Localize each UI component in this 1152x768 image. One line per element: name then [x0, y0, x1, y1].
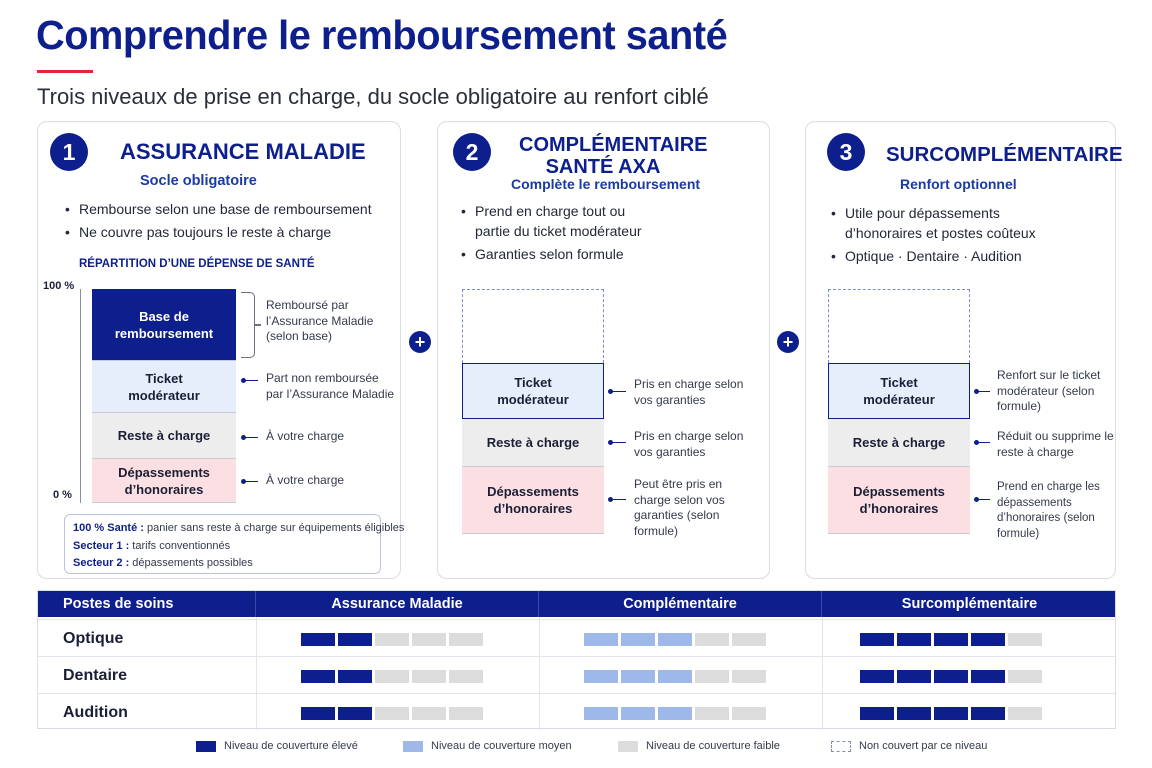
coverage-bar-high	[338, 707, 372, 720]
legend-swatch-low	[618, 741, 638, 752]
connector-dot	[610, 391, 626, 392]
page-subtitle: Trois niveaux de prise en charge, du socle obligatoire au renfort ciblé	[37, 84, 709, 109]
card2-title	[519, 134, 708, 178]
annotation-depassements: À votre charge	[266, 473, 345, 487]
connector-dot	[243, 380, 258, 381]
coverage-bars	[301, 633, 483, 646]
note-key: Secteur 1 :	[73, 539, 130, 552]
segment-ticket-moderateur: Ticket modérateur	[828, 363, 970, 419]
coverage-bar-medium	[621, 707, 655, 720]
coverage-bar-medium	[584, 633, 618, 646]
coverage-bar-high	[301, 633, 335, 646]
coverage-bar-medium	[658, 633, 692, 646]
coverage-bar-high	[860, 707, 894, 720]
uncovered-placeholder	[828, 289, 970, 363]
connector-dot	[976, 499, 990, 500]
coverage-bars	[860, 633, 1042, 646]
axis-bottom-label: 0 %	[53, 489, 72, 501]
bullet-item: • Garanties selon formule	[459, 244, 664, 264]
coverage-bar-high	[934, 707, 968, 720]
table-row	[38, 619, 1115, 656]
connector-dot	[243, 481, 258, 482]
coverage-bar-low	[412, 670, 446, 683]
annotation-reste: À votre charge	[266, 429, 345, 443]
coverage-bar-high	[860, 670, 894, 683]
segment-reste-a-charge: Reste à charge	[92, 413, 236, 459]
segment-ticket-moderateur: Ticket modérateur	[92, 361, 236, 413]
coverage-bar-high	[338, 670, 372, 683]
note-text: tarifs conventionnés	[129, 539, 231, 552]
note-text: panier sans reste à charge sur équipements éligibles	[143, 522, 405, 534]
coverage-table	[37, 590, 1116, 729]
coverage-bar-low	[1008, 707, 1042, 720]
legend-label: Niveau de couverture faible	[646, 740, 780, 752]
coverage-bar-low	[695, 670, 729, 683]
legend-label: Niveau de couverture moyen	[431, 740, 572, 752]
coverage-bar-medium	[658, 670, 692, 683]
title-accent-rule	[37, 70, 93, 73]
row-label: Dentaire	[63, 666, 128, 684]
annotation-depassements: Peut être pris en charge selon vos garanties (selon formule)	[634, 477, 725, 538]
header-assurance-maladie: Assurance Maladie	[256, 591, 539, 617]
segment-depassements: Dépassements d’honoraires	[828, 467, 970, 534]
card2-subtitle: Complète le remboursement	[511, 176, 701, 192]
coverage-bar-low	[449, 633, 483, 646]
card1-title: ASSURANCE MALADIE	[120, 139, 366, 164]
coverage-bar-high	[338, 633, 372, 646]
coverage-bar-low	[375, 707, 409, 720]
step-number-3: 3	[827, 133, 865, 171]
coverage-bar-medium	[584, 707, 618, 720]
legend-medium	[403, 740, 572, 752]
coverage-bar-low	[732, 633, 766, 646]
card2-bullets	[459, 201, 664, 267]
step-number-2: 2	[453, 133, 491, 171]
segment-reste-a-charge: Reste à charge	[828, 419, 970, 467]
connector-dot	[610, 442, 626, 443]
coverage-bar-low	[375, 633, 409, 646]
annotation-ticket: Pris en charge selon vos garanties	[634, 377, 744, 407]
page-title: Comprendre le remboursement santé	[36, 12, 728, 58]
coverage-bars	[860, 707, 1042, 720]
plus-icon: +	[409, 331, 431, 353]
coverage-bar-low	[375, 670, 409, 683]
coverage-bar-high	[897, 707, 931, 720]
segment-reste-a-charge: Reste à charge	[462, 419, 604, 467]
coverage-bar-low	[1008, 633, 1042, 646]
annotation-depassements: Prend en charge les dépassements d’honoraires (selon formule)	[997, 481, 1100, 540]
note-line	[73, 555, 372, 573]
legend-swatch-high	[196, 741, 216, 752]
coverage-bar-low	[1008, 670, 1042, 683]
coverage-bars	[584, 707, 766, 720]
bullet-item: • Optique · Dentaire · Audition	[829, 246, 1089, 266]
coverage-bars	[301, 707, 483, 720]
segment-depassements: Dépassements d’honoraires	[462, 467, 604, 534]
card1-subtitle: Socle obligatoire	[140, 173, 257, 189]
bullet-item: • Ne couvre pas toujours le reste à charge	[63, 222, 393, 242]
repartition-title: RÉPARTITION D’UNE DÉPENSE DE SANTÉ	[79, 258, 315, 270]
bracket-connector	[241, 292, 255, 358]
coverage-bar-high	[301, 707, 335, 720]
coverage-bars	[301, 670, 483, 683]
coverage-bar-high	[934, 670, 968, 683]
coverage-bar-high	[934, 633, 968, 646]
legend-low	[618, 740, 780, 752]
legend-swatch-medium	[403, 741, 423, 752]
coverage-bar-low	[412, 633, 446, 646]
segment-base-remboursement: Base de remboursement	[92, 289, 236, 361]
card1-bullets	[63, 199, 393, 245]
header-complementaire: Complémentaire	[539, 591, 822, 617]
coverage-bars	[584, 633, 766, 646]
table-row	[38, 693, 1115, 730]
coverage-bar-high	[971, 670, 1005, 683]
card2-title-line2: SANTÉ AXA	[545, 156, 661, 178]
legend-label: Niveau de couverture élevé	[224, 740, 358, 752]
coverage-bar-high	[301, 670, 335, 683]
card3-subtitle: Renfort optionnel	[900, 176, 1017, 192]
legend-not-covered	[831, 740, 987, 752]
coverage-bar-low	[695, 707, 729, 720]
table-row	[38, 656, 1115, 693]
annotation-ticket: Part non remboursée par l’Assurance Maladie	[266, 371, 395, 401]
segment-ticket-moderateur: Ticket modérateur	[462, 363, 604, 419]
annotation-reste: Réduit ou supprime le reste à charge	[997, 429, 1114, 459]
row-label: Audition	[63, 703, 128, 721]
connector-dot	[976, 391, 990, 392]
card3-title: SURCOMPLÉMENTAIRE	[886, 143, 1123, 166]
step-number-1: 1	[50, 133, 88, 171]
coverage-bars	[584, 670, 766, 683]
info-notes-box	[64, 514, 405, 574]
coverage-bar-medium	[658, 707, 692, 720]
legend-label: Non couvert par ce niveau	[859, 740, 988, 752]
uncovered-placeholder	[462, 289, 604, 363]
coverage-bar-high	[860, 633, 894, 646]
coverage-bars	[860, 670, 1042, 683]
bullet-item: • Utile pour dépassements d’honoraires et postes coûteux	[829, 203, 1079, 243]
legend-high	[196, 740, 358, 752]
note-line	[73, 538, 372, 556]
bullet-item: • Rembourse selon une base de remboursement	[63, 199, 393, 219]
note-line	[73, 520, 405, 538]
coverage-bar-medium	[621, 633, 655, 646]
coverage-bar-high	[897, 633, 931, 646]
annotation-base: Remboursé par l’Assurance Maladie (selon base)	[266, 298, 374, 343]
plus-icon: +	[777, 331, 799, 353]
coverage-bar-high	[971, 633, 1005, 646]
coverage-bar-medium	[584, 670, 618, 683]
coverage-bar-low	[732, 707, 766, 720]
coverage-bar-low	[412, 707, 446, 720]
segment-depassements: Dépassements d’honoraires	[92, 459, 236, 503]
annotation-reste: Pris en charge selon vos garanties	[634, 429, 744, 459]
connector-dot	[610, 499, 626, 500]
coverage-bar-low	[449, 670, 483, 683]
header-surcomplementaire: Surcomplémentaire	[901, 596, 1038, 612]
coverage-bar-low	[732, 670, 766, 683]
table-header	[38, 591, 1115, 617]
card2-title-line1: COMPLÉMENTAIRE	[519, 134, 708, 156]
axis-top-label: 100 %	[43, 280, 75, 292]
connector-dot	[976, 442, 990, 443]
note-key: Secteur 2 :	[73, 557, 130, 569]
header-postes: Postes de soins	[38, 591, 256, 617]
annotation-ticket: Renfort sur le ticket modérateur (selon formule)	[997, 368, 1101, 413]
connector-dot	[243, 437, 258, 438]
coverage-bar-low	[449, 707, 483, 720]
coverage-bar-medium	[621, 670, 655, 683]
bullet-item: • Prend en charge tout ou partie du ticket modérateur	[459, 201, 664, 241]
percentage-axis	[80, 289, 81, 503]
row-label: Optique	[63, 629, 124, 647]
coverage-bar-high	[897, 670, 931, 683]
coverage-bar-low	[695, 633, 729, 646]
legend-swatch-not-covered	[831, 741, 851, 752]
coverage-bar-high	[971, 707, 1005, 720]
note-text: dépassements possibles	[129, 557, 253, 569]
note-key: 100 % Santé :	[73, 522, 144, 534]
card3-bullets	[829, 203, 1089, 269]
